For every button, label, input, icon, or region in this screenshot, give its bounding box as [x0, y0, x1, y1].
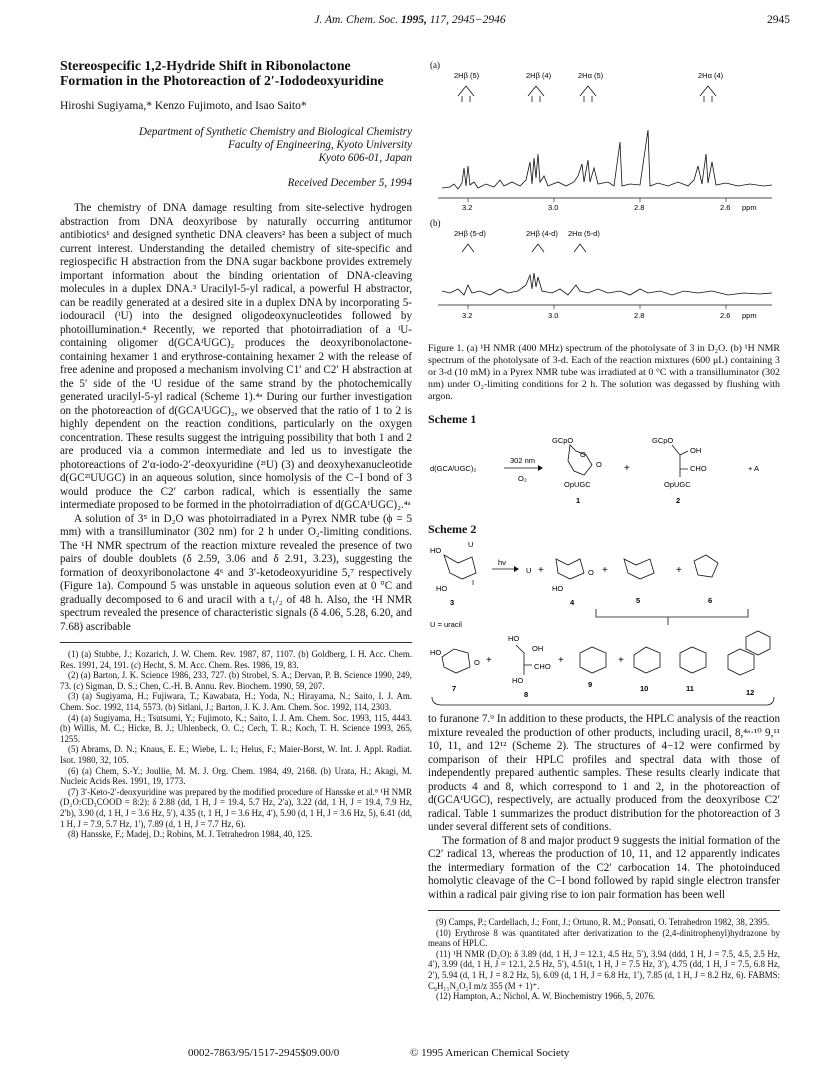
peak-label: 2Hα (5)	[578, 71, 604, 80]
reference: (2) (a) Barton, J. K. Science 1986, 233, 727. (b) Strobel, S. A.; Dervan, P. B. Science 1990, 249, 73. (c) Sigman, D. S.; Chen, C.-H. B. Annu. Rev. Biochem. 1990, 59, 207.	[60, 670, 412, 691]
compound-label: 1	[576, 495, 581, 505]
nmr-spectrum-b	[428, 271, 780, 335]
reference: (4) (a) Sugiyama, H.; Tsutsumi, Y.; Fujimoto, K.; Saito, I. J. Am. Chem. Soc. 1993, 115, 4443. (b) Willis, M. C.; Hicke, B. J.; Uhlenbeck, O. C.; Cech, T. R.; Koch, T. H. Science 1993, 265, 1255.	[60, 712, 412, 744]
body-paragraph: A solution of 3⁵ in D₂O was photoirradiated in a Pyrex NMR tube (ϕ = 5 mm) with a transilluminator (302 nm) for 2 h under O₂-limiting conditions. The ¹H NMR spectrum of the reaction mixture revealed the presence of two pairs of double doublets (δ 2.59, 3.06 and δ 2.91, 3.23), suggesting the formation of deoxyribonolactone 4⁶ and 3′-ketodeoxyuridine 5,⁷ respectively (Figure 1a). Compound 5 was unstable in aqueous solution even at 0 °C and gradually decomposed to 6 and uracil with a t₁/₂ of 48 h. Also, the ¹H NMR spectrum revealed the presence of characteristic signals (δ 4.06, 5.28, 6.20, and 7.68) ascribable	[60, 512, 412, 633]
group-label: O	[474, 657, 480, 667]
group-label: HO	[430, 647, 442, 657]
compound-label: 3	[450, 597, 455, 607]
group-label: I	[472, 577, 475, 587]
copyright: © 1995 American Chemical Society	[410, 1047, 570, 1059]
peak-label: 2Hα (5-d)	[568, 229, 600, 238]
multiplet-markers-a	[458, 86, 716, 102]
group-label: OpUGC	[564, 479, 591, 489]
svg-text:+: +	[676, 564, 682, 576]
journal-pages: 2945−2946	[451, 14, 506, 26]
axis-unit: ppm	[742, 203, 757, 212]
compound-label: 2	[676, 495, 681, 505]
reactant: d(GCAᴵUGC)₂	[430, 463, 477, 473]
scheme-2-title: Scheme 2	[428, 522, 477, 536]
svg-text:+: +	[602, 564, 608, 576]
panel-a-label: (a)	[430, 60, 440, 70]
body-paragraph: to furanone 7.⁹ In addition to these products, the HPLC analysis of the reaction mixture revealed the production of other products, including uracil, 8,⁴ᵃ·¹⁰ 9,¹¹ 10, 11, and 12¹² (Scheme 2). The structures of 4−12 were confirmed by comparison of their HPLC profiles and spectral data with those of independently prepared authentic samples. These results clearly indicate that products 4 and 8, which correspond to 1 and 2, in the photoreaction of d(GCAᴵUGC), respectively, are actually produced from the deoxyribose C2′ radical. Table 1 summarizes the product distribution for the photoreaction of 3 under several different sets of conditions.	[428, 713, 780, 833]
light-label: hν	[498, 557, 506, 567]
figure-caption: Figure 1. (a) ¹H NMR (400 MHz) spectrum of the photolysate of 3 in D₂O. (b) ¹H NMR spectrum of the photolysate of 3-d. Each of the reaction mixtures (600 μL) containing 3 or 3-d (10 mM) in a Pyrex NMR tube was irradiated at 0 °C with a transilluminator (302 nm) under O₂-limiting conditions for 2 h. The solution was degassed by flushing with argon.	[428, 343, 780, 402]
peak-label: 2Hβ (4-d)	[526, 229, 558, 238]
tick-label: 3.0	[548, 203, 559, 212]
affiliation	[60, 126, 412, 165]
compound-label: 8	[524, 689, 529, 699]
group-label: HO	[436, 583, 448, 593]
running-header	[0, 14, 820, 26]
tick-label: 3.2	[462, 203, 473, 212]
svg-text:+: +	[558, 654, 564, 666]
svg-text:+: +	[486, 654, 492, 666]
scheme-2-drawing	[428, 541, 780, 709]
received-date: Received December 5, 1994	[287, 176, 412, 189]
carbonyl-oxygen: O	[596, 459, 602, 469]
reference: (9) Camps, P.; Cardellach, J.; Font, J.; Ortuno, R. M.; Ponsati, O. Tetrahedron 1982, 38, 2395.	[436, 917, 770, 927]
group-label: GCpO	[652, 435, 674, 445]
peak-label: 2Hβ (5-d)	[454, 229, 486, 238]
nmr-spectra	[428, 58, 780, 266]
article-code: 0002-7863/95/1517-2945$09.00/0	[188, 1047, 340, 1059]
page-number: 2945	[767, 14, 790, 26]
adenine-release: + A	[748, 463, 760, 473]
group-label: CHO	[534, 661, 551, 671]
sugar-ring	[444, 555, 476, 579]
group-label: HO	[430, 545, 442, 555]
tick-label: 3.2	[462, 310, 473, 320]
ring-oxygen: O	[580, 449, 586, 459]
tick-label: 3.0	[548, 310, 559, 320]
author-list: Hiroshi Sugiyama,* Kenzo Fujimoto, and Isao Saito*	[60, 100, 307, 112]
group-label: OpUGC	[664, 479, 691, 489]
svg-text:+: +	[624, 462, 630, 474]
tick-label: 2.8	[634, 203, 645, 212]
spectrum-a-trace	[442, 130, 772, 189]
reference: (1) (a) Stubbe, J.; Kozarich, J. W. Chem. Rev. 1987, 87, 1107. (b) Goldberg, I. H. Acc. Chem. Res. 1991, 24, 191. (c) Hecht, S. M. Acc. Chem. Res. 1986, 19, 83.	[60, 649, 412, 670]
nmr-figure	[428, 58, 780, 339]
compound-label: 10	[640, 683, 649, 693]
group-label: HO	[512, 675, 524, 685]
reference: (12) Hampton, A.; Nichol, A. W. Biochemistry 1966, 5, 2076.	[436, 991, 656, 1002]
reference: (5) Abrams, D. N.; Knaus, E. E.; Wiebe, L. I.; Helus, F.; Maier-Borst, W. Int. J. Appl. Radiat. Isot. 1980, 32, 105.	[60, 744, 412, 765]
panel-b-label: (b)	[430, 218, 441, 228]
journal-year: 1995,	[401, 14, 427, 26]
right-column	[428, 58, 780, 1002]
tick-label: 2.8	[634, 310, 645, 320]
group-label: OH	[690, 445, 702, 455]
tick-label: 2.6	[720, 310, 731, 320]
group-label: U	[526, 565, 532, 575]
group-label: HO	[552, 583, 564, 593]
journal-name: J. Am. Chem. Soc.	[314, 14, 399, 26]
references-left	[60, 642, 412, 840]
tick-label: 2.6	[720, 203, 731, 212]
scheme-2	[428, 541, 780, 714]
reference: (8) Hansske, F.; Madej, D.; Robins, M. J. Tetrahedron 1984, 40, 125.	[68, 829, 313, 840]
compound-label: 7	[452, 683, 457, 693]
spectrum-b-trace	[442, 273, 772, 295]
axis-unit: ppm	[742, 310, 757, 320]
compound-label: 6	[708, 595, 713, 605]
group-label: U	[468, 540, 474, 549]
references-right	[428, 910, 780, 1002]
uracil-definition: U = uracil	[430, 619, 462, 629]
group-label: O	[588, 567, 594, 577]
group-label: CHO	[690, 463, 707, 473]
reference: (7) 3′-Keto-2′-deoxyuridine was prepared by the modified procedure of Hansske et al.⁸ ¹H NMR (D₂O:CD₃COOD = 8:2): δ 2.88 (dd, 1 H, J = 19.4, 5.7 Hz, 2′a), 3.22 (dd, 1 H, J = 19.4, 7.9 Hz, 2′b), 3.90 (d, 1 H, J = 3.6 Hz, 5′), 4.35 (t, 1 H, J = 3.6 Hz, 4′), 5.90 (d, 1 H, J = 3.6 Hz, 5), 6.41 (dd, 1 H, J = 7.9, 5.7 Hz, 1′), 7.89 (d, 1 H, J = 7.7 Hz, 6).	[60, 786, 412, 829]
compound-label: 4	[570, 597, 575, 607]
affiliation-line: Kyoto 606-01, Japan	[318, 151, 412, 164]
journal-volume: 117,	[429, 14, 450, 26]
reference: (10) Erythrose 8 was quantitated after derivatization to the (2,4-dinitrophenyl)hydrazone by means of HPLC.	[428, 927, 780, 949]
article-title: Stereospecific 1,2-Hydride Shift in Ribonolactone Formation in the Photoreaction of 2′-Iododeoxyuridine	[60, 58, 384, 88]
group-label: HO	[508, 633, 520, 643]
compound-label: 12	[746, 687, 755, 697]
compound-label: 11	[686, 683, 694, 693]
scheme-1-drawing	[428, 431, 780, 513]
group-label: OH	[532, 643, 544, 653]
group-label: GCpO	[552, 435, 574, 445]
condition: O₂	[518, 473, 527, 483]
peak-label: 2Hβ (4)	[526, 71, 552, 80]
affiliation-line: Department of Synthetic Chemistry and Biological Chemistry	[139, 125, 412, 138]
reference: (11) ¹H NMR (D₂O): δ 3.89 (dd, 1 H, J = 12.1, 4.5 Hz, 5′), 3.94 (ddd, 1 H, J = 7.5, 4.5, 2.5 Hz, 4′), 3.99 (dd, 1 H, J = 12.1, 2.5 Hz, 5′), 4.51(t, 1 H, J = 7.5 Hz, 3′), 4.75 (dd, 1 H, J = 7.5, 6.8 Hz, 2′), 5.94 (d, 1 H, J = 8.2 Hz, 5), 6.09 (d, 1 H, J = 6.8 Hz, 1′), 7.85 (d, 1 H, J = 8.2 Hz, 6). FABMS: C₉H₁₁N₂O₅I m/z 355 (M + 1)⁺.	[428, 948, 780, 991]
left-column	[60, 58, 412, 840]
body-paragraph: The chemistry of DNA damage resulting from site-selective hydrogen abstraction from DNA deoxyribose by naturally occurring antitumor antibiotics¹ and designed synthetic DNA cleavers² has been a subject of much current interest. Understanding the detailed chemistry of site-specific and regiospecific H abstraction from the DNA sugar backbone provides extremely important information about the binding orientation of DNA-cleaving molecules in a duplex DNA.³ Uracilyl-5-yl radical, a powerful H abstractor, can be readily generated at a desired site in a duplex DNA by incorporating 5-iodouracil (ᴵU) into the designed oligodeoxynucleotides followed by photoillumination.⁴ Recently, we reported that photoirradiation of a ᴵU-containing oligomer d(GCAᴵUGC)₂ produces the deoxyribonolactone-containing hexamer 1 and erythrose-containing hexamer 2 with the release of free adenine and proposed a mechanism involving C1′ and C2′ H abstraction at the 5′ side of the ᴵU residue of the same strand by the photochemically generated uracilyl-5-yl radical (Scheme 1).⁴ᵃ During our further investigation on the photoreaction of d(GCAᴵUGC)₂, we observed that the ratio of 1 to 2 is highly dependent on the reaction conditions, particularly on the oxygen concentration. These results suggest the intriguing possibility that both 1 and 2 are produced via a common intermediate and led us to investigate the photoreactions of 2′α-iodo-2′-deoxyuridine (²ᴵU) (3) and deoxyhexanucleotide d(GC²ᴵUUGC) in an aqueous solution, since homolysis of the C−I bond of 3 would produce the C2′ carbon radical, which is essentially the same intermediate proposed to be formed in the photoirradiation of d(GCAᴵUGC)₂.⁴ᵃ	[60, 202, 412, 511]
scheme-1-title: Scheme 1	[428, 412, 477, 426]
affiliation-line: Faculty of Engineering, Kyoto University	[228, 138, 412, 151]
peak-label: 2Hβ (5)	[454, 71, 480, 80]
peak-label: 2Hα (4)	[698, 71, 724, 80]
scheme-1	[428, 431, 780, 518]
svg-text:+: +	[618, 654, 624, 666]
svg-text:+: +	[538, 564, 544, 576]
compound-label: 5	[636, 595, 641, 605]
body-paragraph: The formation of 8 and major product 9 suggests the initial formation of the C2′ radical 13, whereas the production of 10, 11, and 12 apparently indicates the intermediary formation of the C2′ carbocation 14. The photoinduced homolytic cleavage of the C−I bond followed by rapid single electron transfer within a radical pair giving rise to ion pair formation has been well	[428, 834, 780, 901]
reference: (6) (a) Chem, S.-Y.; Joullie, M. M. J. Org. Chem. 1984, 49, 2168. (b) Urata, H.; Akagi, M. Nucleic Acids Res. 1991, 19, 1773.	[60, 765, 412, 787]
compound-label: 9	[588, 679, 593, 689]
reference: (3) (a) Sugiyama, H.; Fujiwara, T.; Kawabata, H.; Yoda, N.; Hirayama, N.; Saito, I. J. Am. Chem. Soc. 1992, 114, 5573. (b) Sitlani, J.; Barton, J. K. J. Am. Chem. Soc. 1992, 114, 2303.	[60, 691, 412, 712]
condition: 302 nm	[510, 455, 536, 465]
